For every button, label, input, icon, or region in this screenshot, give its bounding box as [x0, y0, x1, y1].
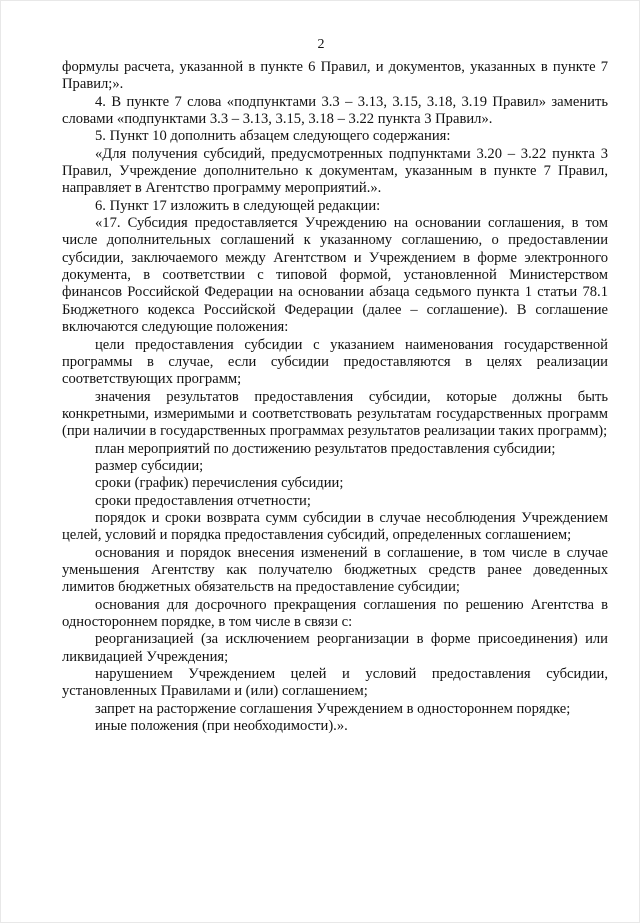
paragraph: размер субсидии;: [95, 457, 204, 474]
paragraph: сроки (график) перечисления субсидии;: [95, 475, 344, 492]
paragraph: «Для получения субсидий, предусмотренных подпунктами 3.20 – 3.22 пункта 3 Правил, Учреждение дополнительно к документам, указанным в пункте 7 Правил, направляет в Агентство программу мероприятий.».: [62, 145, 608, 197]
paragraph: 4. В пункте 7 слова «подпунктами 3.3 – 3.13, 3.15, 3.18, 3.19 Правил» заменить словами «подпунктами 3.3 – 3.13, 3.15, 3.18 – 3.22 пункта 3 Правил».: [62, 93, 608, 128]
page-number: 2: [317, 37, 325, 52]
paragraph: нарушением Учреждением целей и условий предоставления субсидии, установленных Правилами и (или) соглашением;: [62, 666, 608, 700]
paragraph: запрет на расторжение соглашения Учреждением в одностороннем порядке;: [95, 700, 571, 717]
paragraph: основания для досрочного прекращения соглашения по решению Агентства в одностороннем порядке, в том числе в связи с:: [62, 596, 608, 630]
paragraph: цели предоставления субсидии с указанием наименования государственной программы в случае, если субсидии предоставляются в целях реализации соответствующих программ;: [62, 336, 608, 388]
paragraph: 6. Пункт 17 изложить в следующей редакции:: [95, 197, 381, 214]
paragraph: «17. Субсидия предоставляется Учреждению на основании соглашения, в том числе дополнительных соглашений к указанному соглашению, о предоставлении субсидии, заключаемого между Агентством и Учреждением в форме электронного документа, в соответствии с типовой формой, установленной Министерством финансов Российской Федерации на основании абзаца седьмого пункта 1 статьи 78.1 Бюджетного кодекса Российской Федерации (далее – соглашение). В соглашение включаются следующие положения:: [62, 215, 608, 336]
paragraph: значения результатов предоставления субсидии, которые должны быть конкретными, измеримыми и соответствовать результатам государственных программ (при наличии в государственных программах результатов реализации таких программ);: [62, 388, 608, 440]
paragraph: иные положения (при необходимости).».: [95, 718, 348, 735]
paragraph: 5. Пункт 10 дополнить абзацем следующего содержания:: [95, 128, 451, 145]
paragraph: сроки предоставления отчетности;: [95, 492, 311, 509]
paragraph: реорганизацией (за исключением реорганизации в форме присоединения) или ликвидацией Учреждения;: [62, 631, 608, 665]
paragraph: порядок и сроки возврата сумм субсидии в случае несоблюдения Учреждением целей, условий и порядка предоставления субсидий, определенных соглашением;: [62, 509, 608, 544]
paragraph: основания и порядок внесения изменений в соглашение, в том числе в случае уменьшения Агентству как получателю бюджетных средств ранее доведенных лимитов бюджетных обязательств на предоставление субсидии;: [62, 544, 608, 596]
paragraph: формулы расчета, указанной в пункте 6 Правил, и документов, указанных в пункте 7 Правил;».: [62, 59, 608, 93]
paragraph: план мероприятий по достижению результатов предоставления субсидии;: [95, 440, 556, 457]
document-body: [62, 59, 608, 735]
